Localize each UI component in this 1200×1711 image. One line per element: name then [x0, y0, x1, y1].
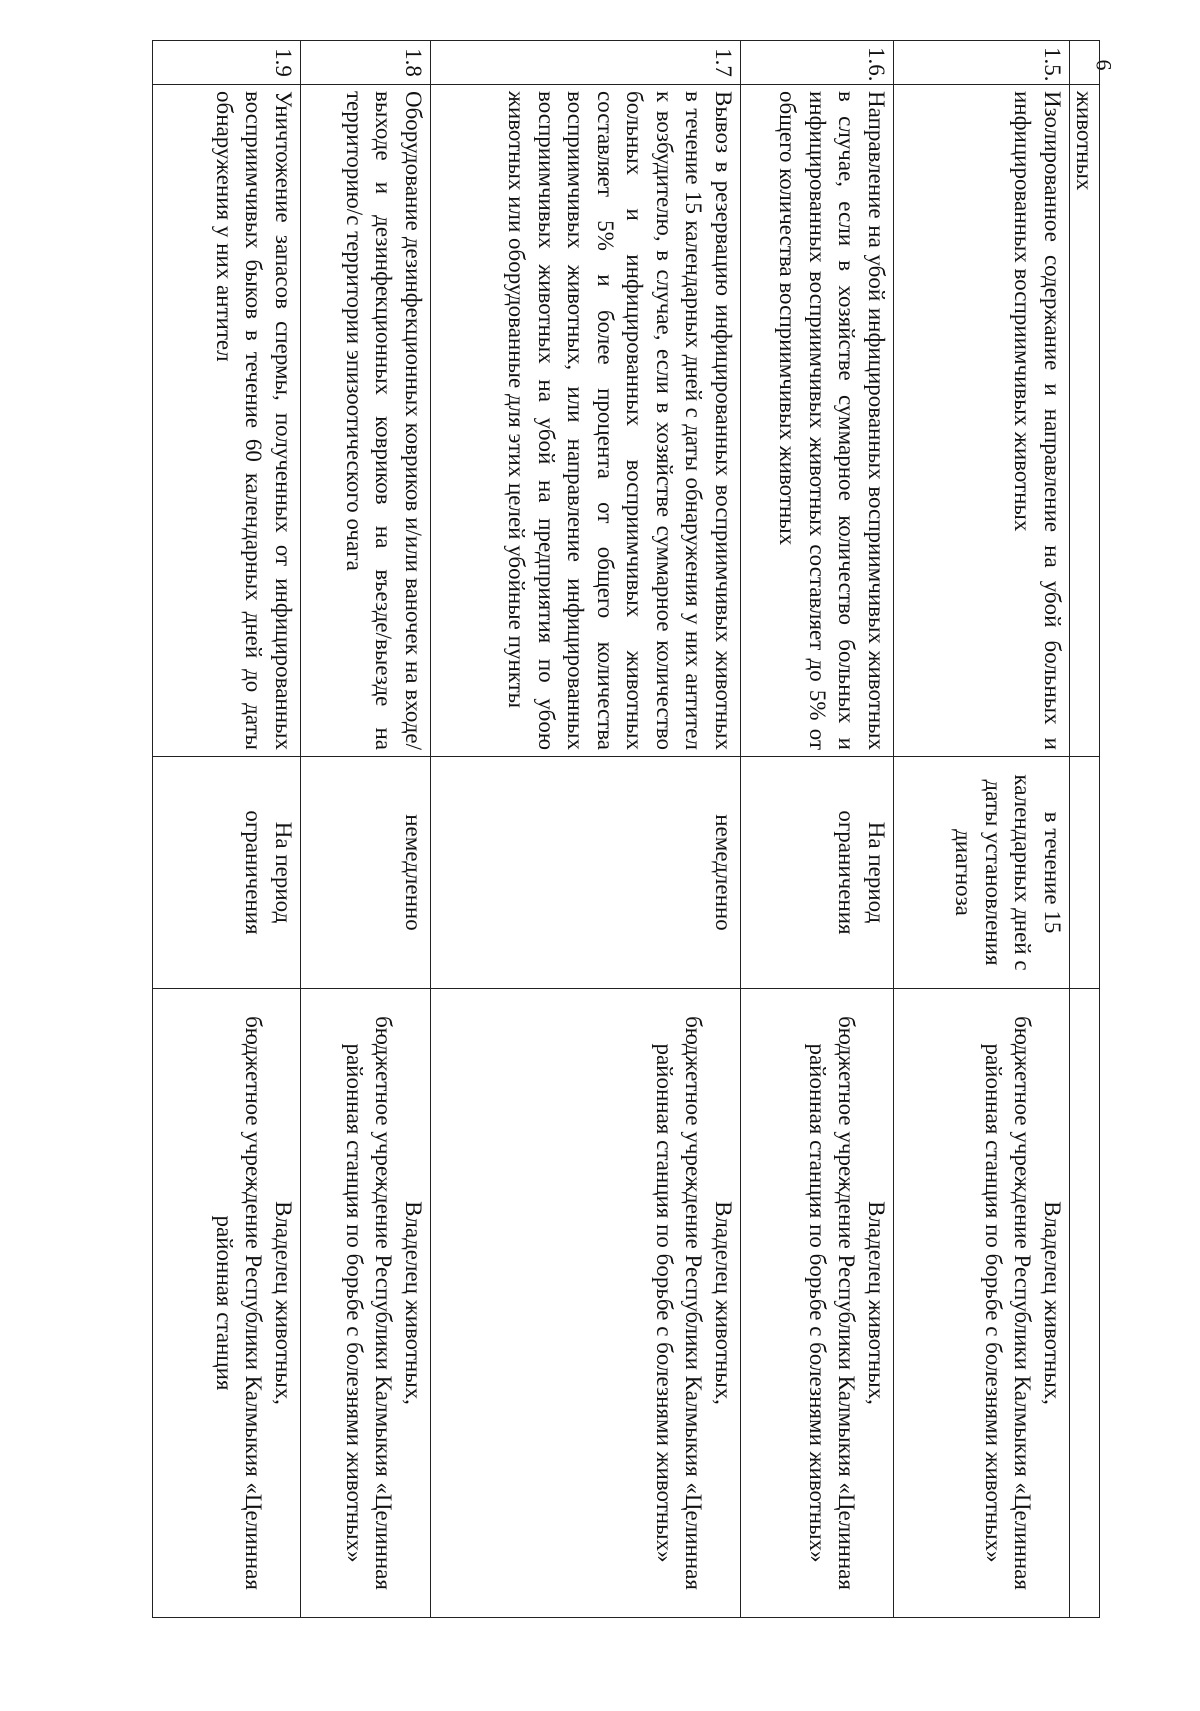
table-row — [300, 41, 430, 1618]
row-number: 1.8 — [300, 41, 430, 85]
row-responsible: Владелец животных, бюджетное учреждение Республики Калмыкия «Целинная районная станция по борьбе с болезнями животных» — [300, 989, 430, 1618]
row-number: 1.9 — [153, 41, 301, 85]
row-term: в течение 15 календарных дней с даты установления диагноза — [893, 757, 1069, 989]
row-measure: Направление на убой инфицированных восприимчивых животных в случае, если в хозяйстве суммарное количество больных и инфицированных восприимчивых животных составляет до 5% от общего количества восприимчивых животных — [740, 85, 893, 757]
row-term: На период ограничения — [153, 757, 301, 989]
row-term: немедленно — [430, 757, 740, 989]
row-measure: Уничтожение запасов спермы, полученных от инфицированных восприимчивых быков в течение 60 календарных дней до даты обнаружения у них антител — [153, 85, 301, 757]
row-term: немедленно — [300, 757, 430, 989]
table-cell-num — [1069, 41, 1099, 85]
row-number: 1.5. — [893, 41, 1069, 85]
page-number: 6 — [1091, 59, 1117, 71]
table-row — [153, 41, 301, 1618]
row-responsible: Владелец животных, бюджетное учреждение Республики Калмыкия «Целинная районная станция по борьбе с болезнями животных» — [740, 989, 893, 1618]
row-responsible: Владелец животных, бюджетное учреждение Республики Калмыкия «Целинная районная станция по борьбе с болезнями животных» — [430, 989, 740, 1618]
row-term: На период ограничения — [740, 757, 893, 989]
table-cell-responsible — [1069, 989, 1099, 1618]
measures-table — [152, 40, 1100, 1618]
table-cell-term — [1069, 757, 1099, 989]
row-responsible: Владелец животных, бюджетное учреждение Республики Калмыкия «Целинная районная станция — [153, 989, 301, 1618]
table-cell-measure: животных — [1069, 85, 1099, 757]
table-row — [430, 41, 740, 1618]
table-row — [893, 41, 1069, 1618]
rotated-table-container — [152, 40, 1100, 1618]
table-row-continuation — [1069, 41, 1099, 1618]
row-responsible: Владелец животных, бюджетное учреждение Республики Калмыкия «Целинная районная станция по борьбе с болезнями животных» — [893, 989, 1069, 1618]
row-number: 1.6. — [740, 41, 893, 85]
row-measure: Изолированное содержание и направление на убой больных и инфицированных восприимчивых животных — [893, 85, 1069, 757]
row-measure: Оборудование дезинфекционных ковриков и/или ваночек на входе/выходе и дезинфекционных ковриков на въезде/выезде на территорию/с территории эпизоотического очага — [300, 85, 430, 757]
row-number: 1.7 — [430, 41, 740, 85]
row-measure: Вывоз в резервацию инфицированных восприимчивых животных в течение 15 календарных дней с даты обнаружения у них антител к возбудителю, в случае, если в хозяйстве суммарное количество больных и инфицированных восприимчивых животных составляет 5% и более процента от общего количества восприимчивых животных, или направление инфицированных восприимчивых животных на убой на предприятия по убою животных или оборудованные для этих целей убойные пункты — [430, 85, 740, 757]
table-row — [740, 41, 893, 1618]
